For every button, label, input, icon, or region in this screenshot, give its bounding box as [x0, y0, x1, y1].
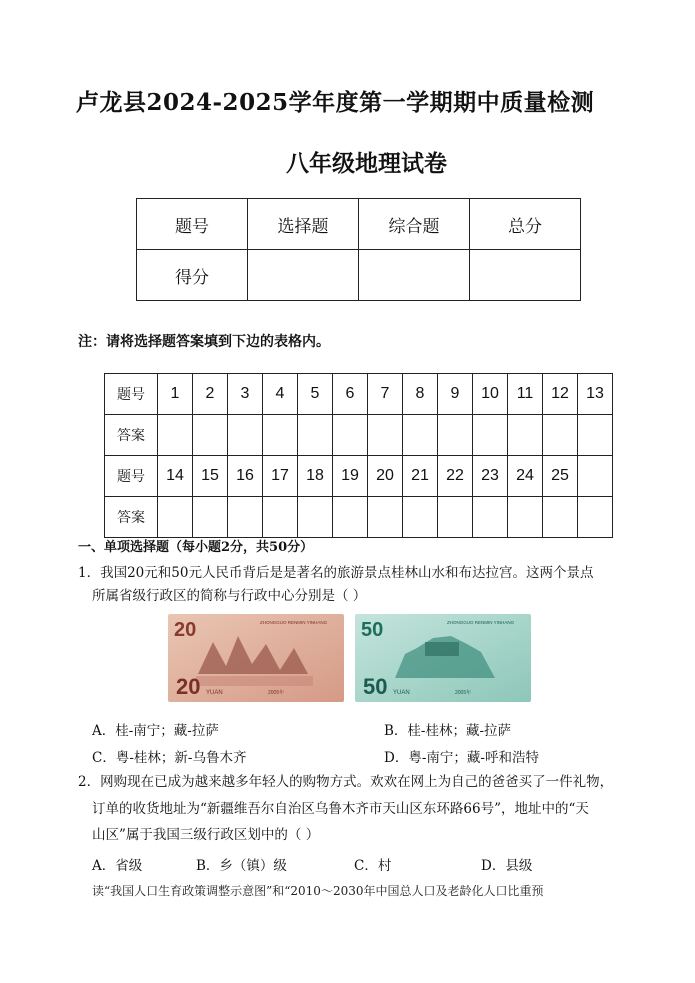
answer-blank-cell [158, 497, 193, 538]
question-1-line-1: 1．我国20元和50元人民币背后是是著名的旅游景点桂林山水和布达拉宫。这两个景点 [78, 565, 594, 581]
answer-number-cell: 22 [438, 456, 473, 497]
section-heading: 一、单项选择题（每小题2分，共50分） [78, 540, 314, 555]
question-2-line-3: 山区”属于我国三级行政区划中的（ ） [92, 827, 320, 843]
answer-number-cell: 16 [228, 456, 263, 497]
question-2-option-d: D．县级 [481, 858, 533, 874]
score-blank-cell [359, 250, 470, 301]
score-table-cell: 选择题 [248, 199, 359, 250]
answer-blank-cell [543, 497, 578, 538]
score-table-score-row [137, 250, 581, 301]
answer-label-cell: 答案 [105, 497, 158, 538]
answer-blank-cell [578, 415, 613, 456]
answer-blank-cell [298, 497, 333, 538]
banknote-50-bank-name: ZHONGGUO RENMIN YINHANG [447, 620, 515, 625]
answer-number-cell: 13 [578, 374, 613, 415]
answer-blank-cell [193, 415, 228, 456]
answer-number-cell: 14 [158, 456, 193, 497]
answer-number-cell: 9 [438, 374, 473, 415]
score-table [136, 198, 581, 301]
answer-number-cell: 15 [193, 456, 228, 497]
exam-subtitle: 八年级地理试卷 [286, 150, 447, 177]
answer-number-row [105, 374, 613, 415]
answer-number-cell: 20 [368, 456, 403, 497]
answer-label-cell: 题号 [105, 374, 158, 415]
score-table-cell: 总分 [470, 199, 581, 250]
answer-blank-cell [298, 415, 333, 456]
banknote-20-yuan-label: YUAN [206, 690, 223, 696]
score-table-cell: 题号 [137, 199, 248, 250]
answer-blank-row [105, 497, 613, 538]
score-blank-cell [470, 250, 581, 301]
answer-blank-cell [508, 497, 543, 538]
answer-blank-cell [228, 415, 263, 456]
question-2-option-b: B．乡（镇）级 [196, 858, 287, 874]
banknote-50-large-number: 50 [363, 674, 388, 699]
answer-blank-cell [403, 497, 438, 538]
answer-blank-cell [508, 415, 543, 456]
banknote-50-corner-number: 50 [361, 619, 384, 641]
answer-table [104, 373, 613, 538]
answer-blank-cell [403, 415, 438, 456]
answer-number-cell: 11 [508, 374, 543, 415]
question-2-option-a: A．省级 [92, 858, 143, 874]
answer-label-cell: 题号 [105, 456, 158, 497]
answer-number-cell: 12 [543, 374, 578, 415]
answer-number-cell: 3 [228, 374, 263, 415]
answer-blank-cell [438, 415, 473, 456]
answer-blank-cell [473, 497, 508, 538]
question-2-option-c: C．村 [354, 858, 392, 874]
banknote-50-yuan-label: YUAN [393, 690, 410, 696]
answer-number-cell: 10 [473, 374, 508, 415]
score-blank-cell [248, 250, 359, 301]
question-1-option-a: A．桂-南宁；藏-拉萨 [92, 723, 219, 739]
answer-blank-cell [368, 497, 403, 538]
palace-center-drawing [425, 642, 459, 656]
answer-blank-cell [333, 415, 368, 456]
answer-number-cell: 6 [333, 374, 368, 415]
river-drawing [196, 676, 313, 686]
answer-blank-cell [158, 415, 193, 456]
answer-blank-row [105, 415, 613, 456]
answer-number-cell: 8 [403, 374, 438, 415]
banknote-50-image [355, 614, 531, 702]
answer-number-row [105, 456, 613, 497]
exam-title: 卢龙县2024-2025学年度第一学期期中质量检测 [76, 89, 595, 116]
answer-number-cell: 21 [403, 456, 438, 497]
banknote-20-image [168, 614, 344, 702]
answer-number-cell [578, 456, 613, 497]
answer-blank-cell [578, 497, 613, 538]
answer-number-cell: 19 [333, 456, 368, 497]
answer-number-cell: 4 [263, 374, 298, 415]
answer-number-cell: 7 [368, 374, 403, 415]
question-1-line-2: 所属省级行政区的简称与行政中心分别是（ ） [92, 588, 367, 604]
answer-number-cell: 25 [543, 456, 578, 497]
answer-blank-cell [263, 415, 298, 456]
answer-label-cell: 答案 [105, 415, 158, 456]
banknote-50-year: 2005年 [455, 690, 472, 696]
score-table-header-row [137, 199, 581, 250]
answer-blank-cell [228, 497, 263, 538]
banknote-20-corner-number: 20 [174, 619, 197, 641]
answer-number-cell: 24 [508, 456, 543, 497]
score-table-cell: 综合题 [359, 199, 470, 250]
banknote-20-year: 2005年 [268, 690, 285, 696]
answer-number-cell: 18 [298, 456, 333, 497]
answer-blank-cell [193, 497, 228, 538]
question-2-line-2: 订单的收货地址为“新疆维吾尔自治区乌鲁木齐市天山区东环路66号”，地址中的“天 [92, 801, 589, 817]
answer-instruction: 注：请将选择题答案填到下边的表格内。 [78, 334, 330, 350]
answer-blank-cell [473, 415, 508, 456]
question-1-option-b: B．桂-桂林；藏-拉萨 [384, 723, 512, 739]
question-1-option-d: D．粤-南宁；藏-呼和浩特 [384, 750, 539, 766]
answer-blank-cell [438, 497, 473, 538]
answer-number-cell: 2 [193, 374, 228, 415]
banknote-20-large-number: 20 [176, 674, 201, 699]
answer-number-cell: 17 [263, 456, 298, 497]
answer-number-cell: 5 [298, 374, 333, 415]
reading-instruction: 读“我国人口生育政策调整示意图”和“2010～2030年中国总人口及老龄化人口比重预 [92, 884, 544, 898]
question-1-option-c: C．粤-桂林；新-乌鲁木齐 [92, 750, 247, 766]
answer-blank-cell [263, 497, 298, 538]
banknote-20-bank-name: ZHONGGUO RENMIN YINHANG [260, 620, 328, 625]
answer-blank-cell [368, 415, 403, 456]
answer-number-cell: 23 [473, 456, 508, 497]
score-table-cell: 得分 [137, 250, 248, 301]
question-2-line-1: 2．网购现在已成为越来越多年轻人的购物方式。欢欢在网上为自己的爸爸买了一件礼物， [78, 774, 614, 790]
answer-blank-cell [543, 415, 578, 456]
answer-number-cell: 1 [158, 374, 193, 415]
answer-blank-cell [333, 497, 368, 538]
